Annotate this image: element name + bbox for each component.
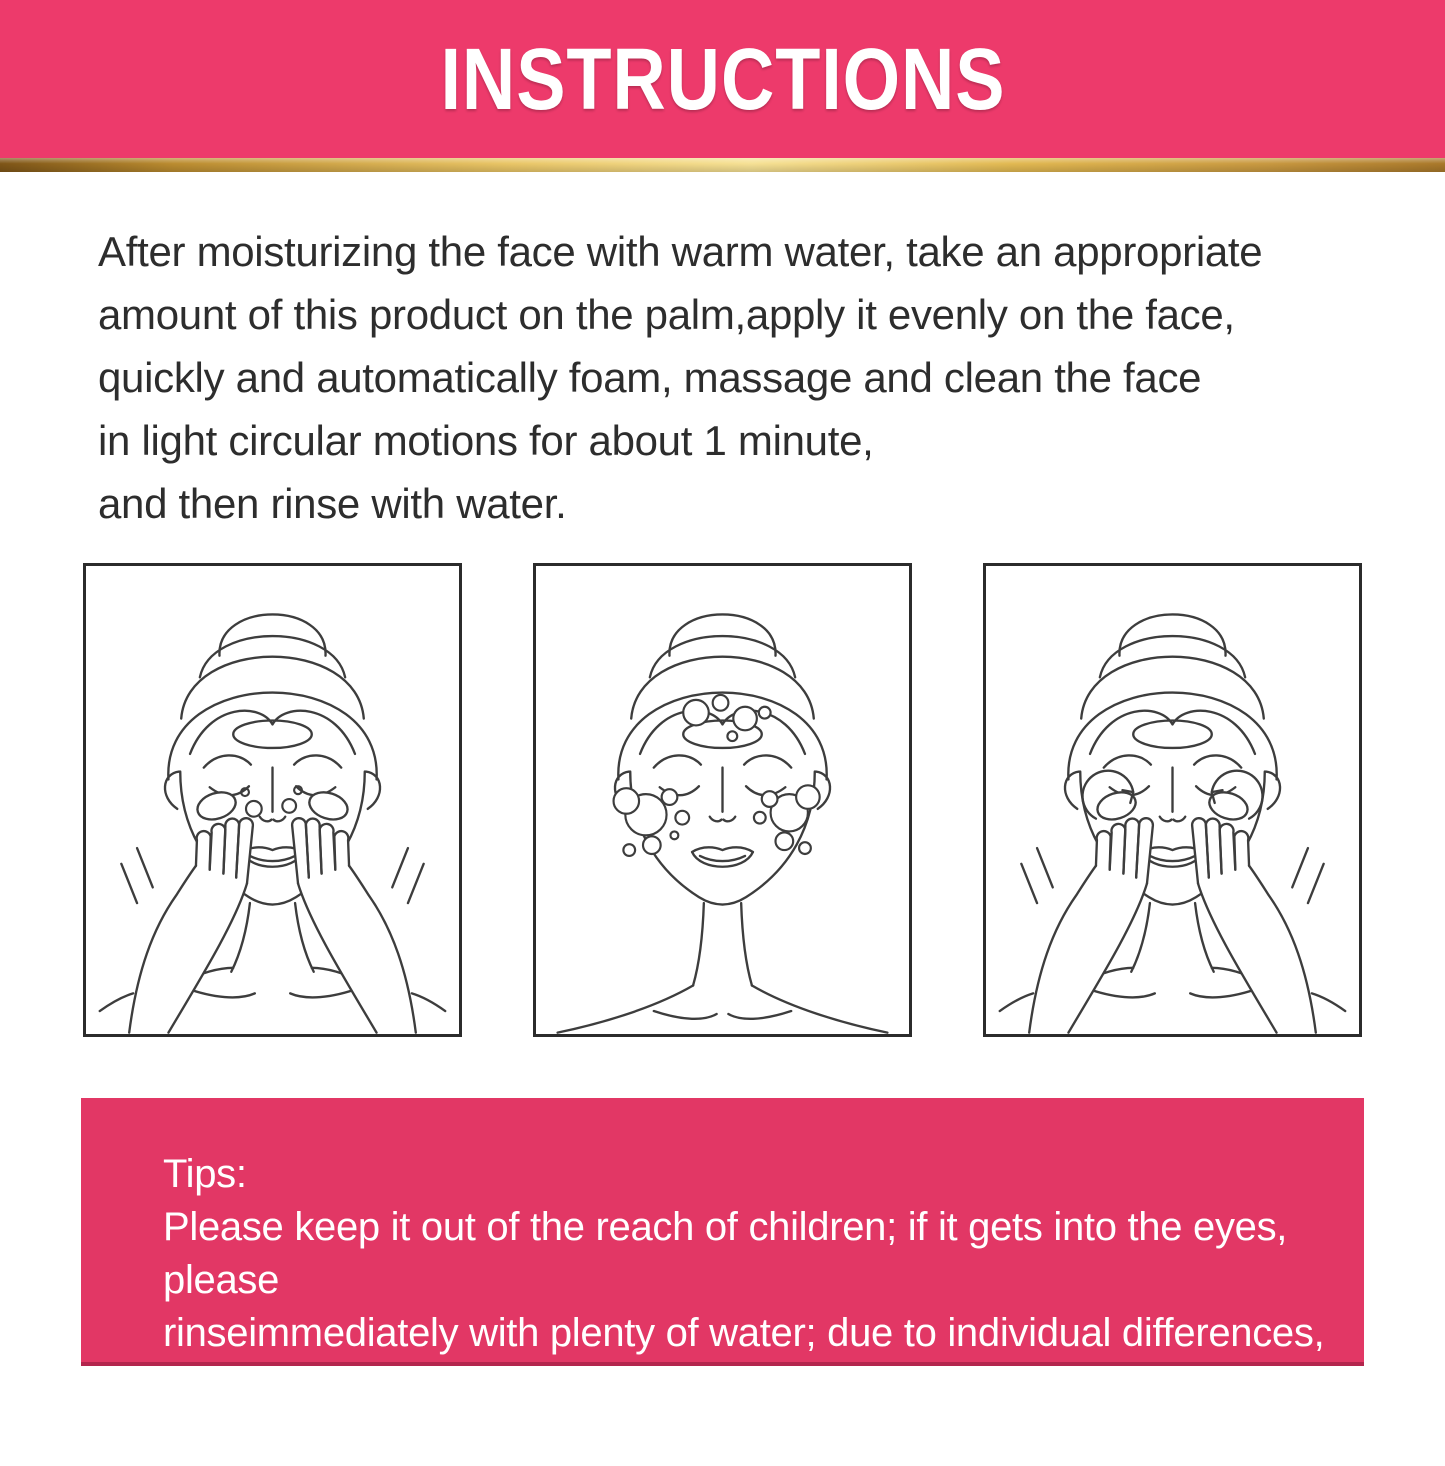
tips-line: please sit and test the local skin first, and use it if there is no discomfort.: [163, 1364, 1208, 1461]
instruction-line: After moisturizing the face with warm water, take an appropriate: [98, 228, 1263, 275]
step-illustrations: [83, 563, 1362, 1037]
face-massage-hands-icon: [86, 566, 459, 1034]
instruction-line: in light circular motions for about 1 minute,: [98, 417, 874, 464]
step-panel-2: [533, 563, 912, 1037]
face-foam-bubbles-icon: [536, 566, 909, 1034]
tips-line: Please keep it out of the reach of children; if it gets into the eyes, please: [163, 1205, 1288, 1302]
instruction-line: quickly and automatically foam, massage and clean the face: [98, 354, 1202, 401]
step-panel-3: [983, 563, 1362, 1037]
tips-box: [81, 1098, 1364, 1461]
instruction-line: amount of this product on the palm,apply it evenly on the face,: [98, 291, 1235, 338]
step-panel-1: [83, 563, 462, 1037]
page-title: INSTRUCTIONS: [440, 29, 1005, 128]
instruction-line: and then rinse with water.: [98, 480, 567, 527]
tips-line: rinseimmediately with plenty of water; due to individual differences,: [163, 1311, 1325, 1355]
gold-divider: [0, 158, 1445, 172]
face-circular-massage-arrows-icon: [986, 566, 1359, 1034]
tips-heading: Tips:: [163, 1152, 247, 1196]
instructions-text: [98, 220, 1395, 535]
header-banner: [0, 0, 1445, 158]
